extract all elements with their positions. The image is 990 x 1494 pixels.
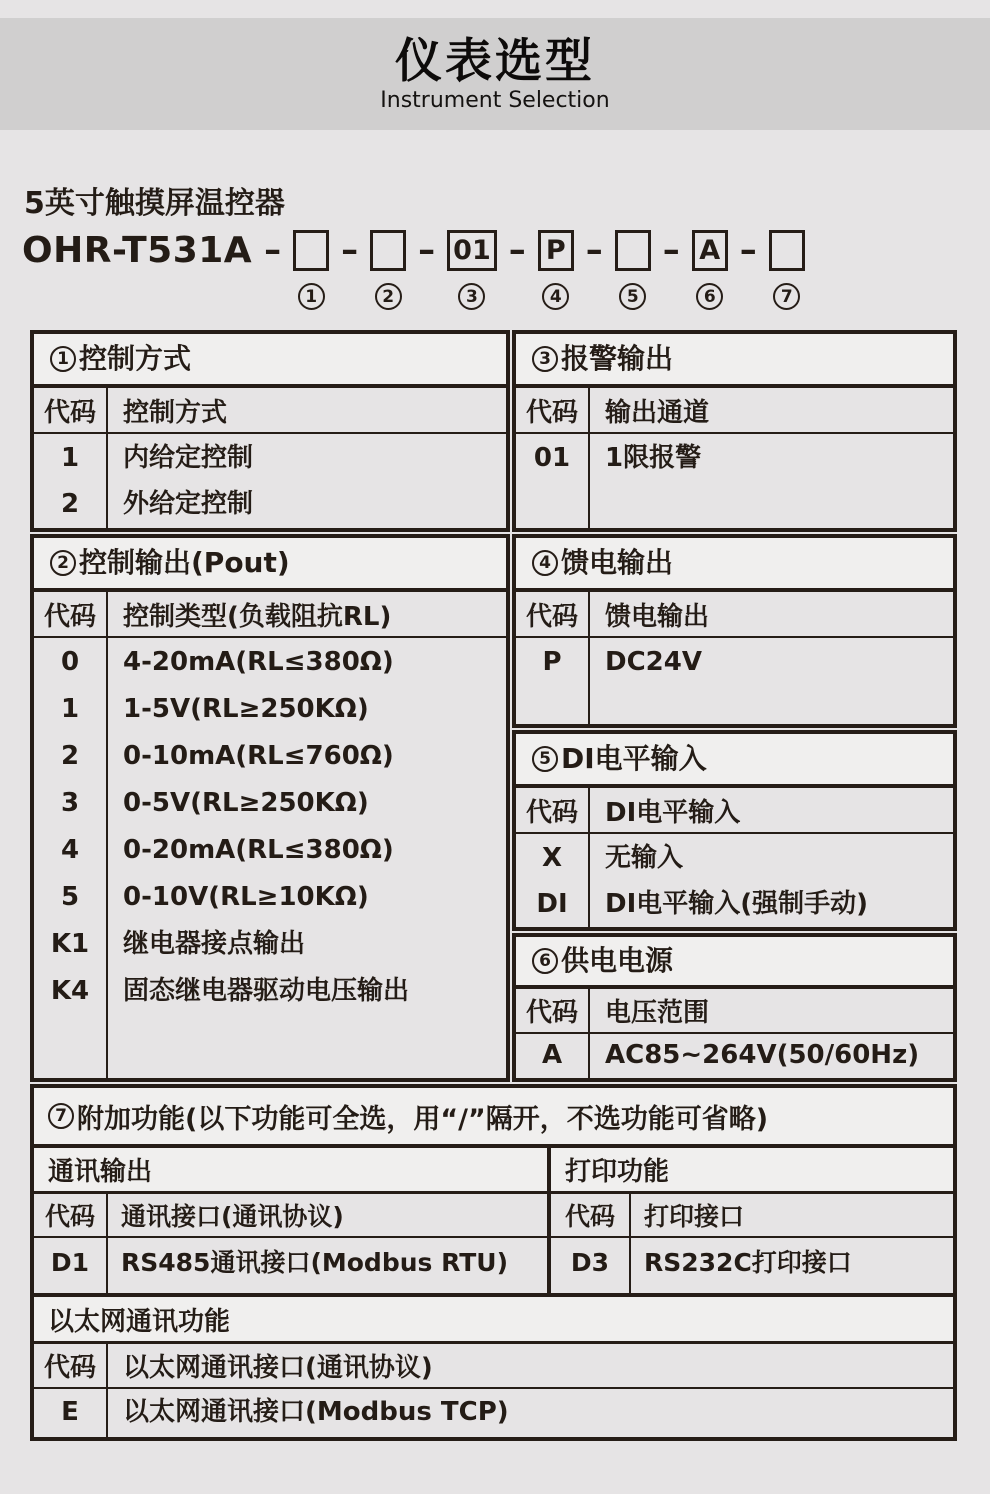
model-slot-box-6: A — [692, 230, 728, 271]
section-additional-functions — [30, 1084, 957, 1441]
desc-column — [590, 1034, 953, 1078]
dash-separator: – — [508, 230, 526, 270]
slot-number-badge-3: 3 — [458, 283, 485, 310]
additional-functions-subtables — [34, 1148, 953, 1297]
model-slot-5 — [615, 230, 651, 310]
model-slot-box-1 — [293, 230, 329, 271]
code-column — [34, 434, 108, 528]
subsection-communication-output — [34, 1148, 551, 1293]
table-rows — [34, 1389, 953, 1437]
code-cell: 2 — [60, 741, 80, 771]
model-slot-box-4: P — [538, 230, 574, 271]
dash-separator: – — [341, 230, 359, 270]
model-slot-box-7 — [769, 230, 805, 271]
code-cell: 01 — [533, 443, 571, 473]
code-header-cell: 代码 — [34, 1194, 108, 1236]
section-title-text: 馈电输出 — [561, 546, 674, 579]
code-cell: K4 — [50, 976, 90, 1006]
model-slot-3 — [447, 230, 497, 310]
code-cell: P — [542, 647, 562, 677]
code-header-cell: 代码 — [516, 592, 590, 636]
table-rows — [34, 434, 506, 528]
section-title-text: 控制输出(Pout) — [79, 546, 290, 579]
section-title-text: DI电平输入 — [561, 742, 707, 775]
model-slot-7 — [769, 230, 805, 310]
desc-cell: 内给定控制 — [123, 443, 254, 473]
model-code-line — [22, 230, 990, 310]
desc-cell: RS232C打印接口 — [644, 1248, 852, 1277]
code-cell: 2 — [60, 489, 80, 519]
desc-cell: 继电器接点输出 — [123, 929, 306, 959]
code-cell: 0 — [60, 647, 80, 677]
code-cell: 3 — [60, 788, 80, 818]
desc-header-cell: 以太网通讯接口(通讯协议) — [123, 1353, 433, 1383]
desc-cell: 0-20mA(RL≤380Ω) — [123, 835, 394, 865]
section-title — [516, 334, 953, 388]
slot-number-badge-6: 6 — [696, 283, 723, 310]
dash-separator: – — [418, 230, 436, 270]
subsection-title: 打印功能 — [551, 1148, 953, 1194]
table-rows — [516, 834, 953, 927]
desc-cell: 4-20mA(RL≤380Ω) — [123, 647, 394, 677]
code-header-cell: 代码 — [551, 1194, 631, 1236]
desc-header-cell: 控制方式 — [123, 397, 228, 428]
option-tables-left-column — [30, 330, 510, 1082]
code-column — [34, 638, 108, 1078]
table-rows — [516, 1034, 953, 1078]
code-cell: K1 — [50, 929, 90, 959]
code-header-cell: 代码 — [516, 989, 590, 1032]
subsection-title: 通讯输出 — [34, 1148, 547, 1194]
table-header-row — [34, 1344, 953, 1389]
catalog-page — [0, 18, 990, 1494]
slot-number-badge-1: 1 — [298, 283, 325, 310]
model-prefix: OHR-T531A — [22, 230, 253, 271]
table-header-row — [516, 788, 953, 834]
code-header-cell: 代码 — [516, 388, 590, 432]
code-column — [516, 834, 590, 927]
table-rows — [34, 638, 506, 1078]
table-rows — [551, 1238, 953, 1293]
desc-header-cell: DI电平输入 — [605, 797, 741, 828]
slot-number-badge-2: 2 — [375, 283, 402, 310]
section-number-badge: 4 — [532, 550, 558, 576]
section-title — [516, 538, 953, 592]
desc-cell: DC24V — [605, 647, 702, 677]
desc-header-cell: 通讯接口(通讯协议) — [121, 1202, 344, 1231]
table-rows — [34, 1238, 547, 1293]
desc-header-cell: 输出通道 — [605, 397, 710, 428]
model-slot-box-2 — [370, 230, 406, 271]
model-slot-2 — [370, 230, 406, 310]
code-header-cell: 代码 — [34, 388, 108, 432]
code-cell: 1 — [60, 694, 80, 724]
page-subtitle: Instrument Selection — [380, 87, 610, 113]
code-cell: 1 — [60, 443, 80, 473]
code-header-cell: 代码 — [34, 1344, 108, 1387]
desc-column — [108, 638, 506, 1078]
desc-column — [590, 434, 953, 528]
slot-number-badge-5: 5 — [619, 283, 646, 310]
desc-column — [108, 434, 506, 528]
code-column — [516, 434, 590, 528]
slot-number-badge-7: 7 — [773, 283, 800, 310]
section-title-text: 控制方式 — [79, 342, 192, 375]
section-title — [34, 1088, 953, 1148]
slot-number-badge-4: 4 — [542, 283, 569, 310]
section-title-text: 附加功能(以下功能可全选，用“/”隔开，不选功能可省略) — [77, 1103, 769, 1135]
section-title — [516, 734, 953, 788]
table-rows — [516, 638, 953, 724]
section-title — [34, 334, 506, 388]
section-power-feed-output — [512, 534, 957, 728]
code-column — [516, 1034, 590, 1078]
desc-cell: RS485通讯接口(Modbus RTU) — [121, 1248, 508, 1277]
desc-cell: 0-10mA(RL≤760Ω) — [123, 741, 394, 771]
dash-separator: – — [585, 230, 603, 270]
section-number-badge: 7 — [48, 1103, 74, 1129]
table-rows — [516, 434, 953, 528]
desc-header-cell: 控制类型(负载阻抗RL) — [123, 601, 392, 632]
code-cell: 5 — [60, 882, 80, 912]
code-cell: A — [541, 1040, 563, 1070]
model-slot-6 — [692, 230, 728, 310]
section-number-badge: 6 — [532, 948, 558, 974]
model-slot-box-3: 01 — [447, 230, 497, 271]
desc-column — [590, 638, 953, 724]
section-title — [516, 937, 953, 989]
section-control-mode — [30, 330, 510, 532]
model-slot-1 — [293, 230, 329, 310]
code-cell: DI — [536, 889, 568, 919]
code-cell: 4 — [60, 835, 80, 865]
model-slot-4 — [538, 230, 574, 310]
section-power-supply — [512, 933, 957, 1082]
desc-cell: AC85~264V(50/60Hz) — [605, 1040, 920, 1070]
model-slot-box-5 — [615, 230, 651, 271]
desc-header-cell: 馈电输出 — [605, 601, 710, 632]
code-header-cell: 代码 — [516, 788, 590, 832]
product-name: 5英寸触摸屏温控器 — [24, 186, 285, 221]
table-header-row — [516, 592, 953, 638]
desc-cell: 0-10V(RL≥10KΩ) — [123, 882, 369, 912]
option-tables-right-column — [512, 330, 957, 1082]
section-number-badge: 3 — [532, 346, 558, 372]
page-header — [0, 18, 990, 130]
option-tables — [30, 330, 957, 1082]
table-header-row — [34, 1194, 547, 1238]
code-cell: X — [541, 843, 563, 873]
section-number-badge: 5 — [532, 746, 558, 772]
section-title — [34, 538, 506, 592]
desc-cell: 以太网通讯接口(Modbus TCP) — [123, 1397, 509, 1427]
desc-cell: 无输入 — [605, 843, 684, 873]
desc-cell: DI电平输入(强制手动) — [605, 889, 869, 919]
table-header-row — [34, 592, 506, 638]
section-alarm-output — [512, 330, 957, 532]
table-header-row — [516, 989, 953, 1034]
section-di-level-input — [512, 730, 957, 931]
table-header-row — [34, 388, 506, 434]
subsection-ethernet-title: 以太网通讯功能 — [34, 1297, 953, 1344]
desc-cell: 1-5V(RL≥250KΩ) — [123, 694, 369, 724]
code-header-cell: 代码 — [34, 592, 108, 636]
desc-cell: 0-5V(RL≥250KΩ) — [123, 788, 369, 818]
code-cell: D1 — [34, 1238, 108, 1293]
table-header-row — [516, 388, 953, 434]
dash-separator: – — [264, 230, 282, 270]
table-header-row — [551, 1194, 953, 1238]
section-number-badge: 1 — [50, 346, 76, 372]
desc-header-cell: 打印接口 — [644, 1202, 745, 1231]
section-title-text: 供电电源 — [561, 944, 674, 977]
desc-cell: 1限报警 — [605, 443, 702, 473]
subsection-print-function — [551, 1148, 953, 1293]
code-cell: E — [34, 1389, 108, 1437]
page-title: 仪表选型 — [395, 33, 595, 89]
desc-cell: 固态继电器驱动电压输出 — [123, 976, 410, 1006]
desc-cell: 外给定控制 — [123, 489, 254, 519]
dash-separator: – — [662, 230, 680, 270]
section-control-output — [30, 534, 510, 1082]
code-cell: D3 — [551, 1238, 631, 1293]
dash-separator: – — [739, 230, 757, 270]
section-number-badge: 2 — [50, 550, 76, 576]
code-column — [516, 638, 590, 724]
desc-header-cell: 电压范围 — [605, 998, 710, 1028]
section-title-text: 报警输出 — [561, 342, 674, 375]
desc-column — [590, 834, 953, 927]
